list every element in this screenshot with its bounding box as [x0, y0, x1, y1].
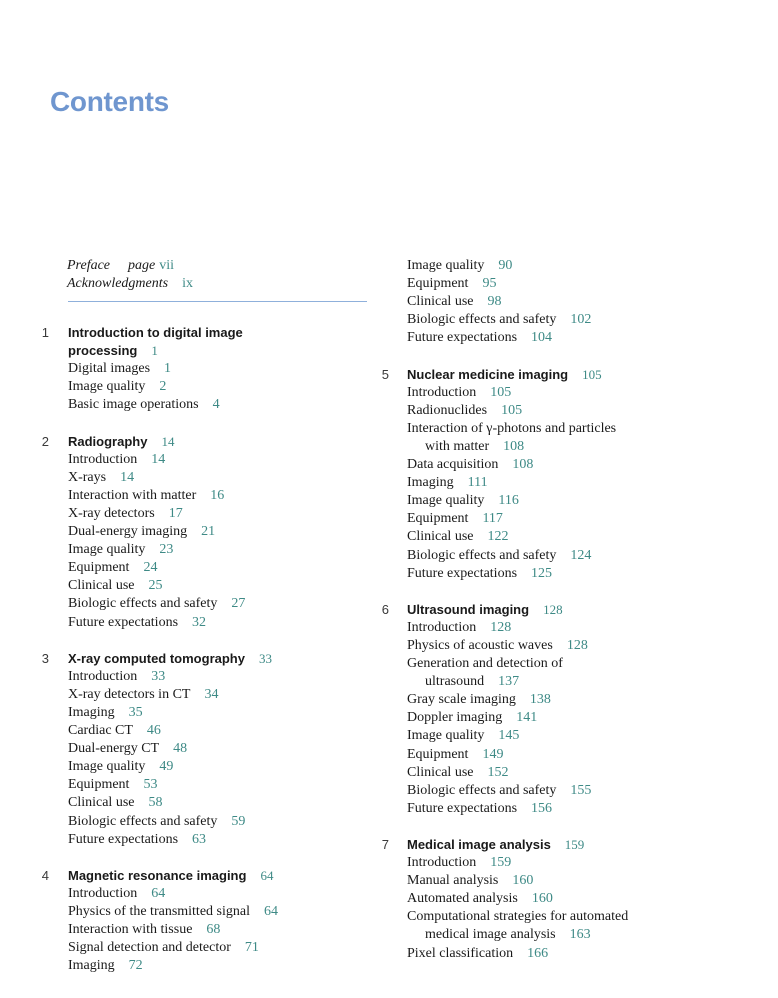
section-entry[interactable] — [407, 293, 502, 311]
section-title: Biologic effects and safety — [407, 548, 557, 563]
chapter-number: 6 — [381, 602, 389, 617]
section-entry[interactable] — [68, 559, 157, 577]
section-entry[interactable] — [68, 378, 166, 396]
page-number: 159 — [490, 855, 512, 870]
section-title: Image quality — [407, 258, 485, 273]
chapter-title-5[interactable] — [407, 366, 602, 384]
section-entry[interactable] — [407, 908, 628, 926]
page-number: 108 — [503, 439, 525, 454]
page-number: 124 — [570, 548, 592, 563]
page-number: 1 — [164, 361, 172, 376]
section-title: Generation and detection of — [407, 656, 563, 671]
section-entry[interactable] — [68, 541, 173, 559]
section-title: Image quality — [407, 728, 485, 743]
chapter-number: 2 — [41, 434, 49, 449]
page-number: 141 — [516, 710, 538, 725]
page-number: 159 — [564, 837, 585, 852]
section-title: X-rays — [68, 470, 107, 485]
page-number: 104 — [531, 330, 553, 345]
section-title: Clinical use — [68, 578, 135, 593]
page-number: 95 — [482, 276, 497, 291]
section-entry[interactable] — [407, 420, 616, 438]
section-entry[interactable] — [407, 782, 591, 800]
section-entry[interactable] — [425, 673, 519, 691]
chapter-number: 1 — [41, 325, 49, 340]
page-number: 48 — [173, 741, 188, 756]
section-title: Introduction — [68, 669, 138, 684]
chapter-title-text: Magnetic resonance imaging — [68, 868, 247, 883]
section-entry[interactable] — [68, 921, 220, 939]
page-number: 71 — [244, 940, 259, 955]
page-number: ix — [182, 276, 193, 291]
page-number: 117 — [482, 511, 503, 526]
page-number: 25 — [148, 578, 163, 593]
page-number: 21 — [201, 524, 216, 539]
page-number: 102 — [570, 312, 592, 327]
chapter-title-7[interactable] — [407, 836, 584, 854]
page-number: 72 — [128, 958, 143, 973]
chapter-title-text: Medical image analysis — [407, 837, 551, 852]
section-title: Signal detection and detector — [68, 940, 231, 955]
page-number: 17 — [168, 506, 183, 521]
page-number: 160 — [512, 873, 534, 888]
section-title: Dual-energy imaging — [68, 524, 188, 539]
chapter-title-text: processing — [68, 343, 138, 358]
chapter-title-text: Ultrasound imaging — [407, 602, 530, 617]
section-entry[interactable] — [407, 619, 511, 637]
chapter-title-1[interactable] — [68, 342, 158, 360]
section-entry[interactable] — [407, 528, 509, 546]
section-title: Basic image operations — [68, 397, 199, 412]
chapter-title-3[interactable] — [68, 650, 272, 668]
section-title: Manual analysis — [407, 873, 499, 888]
page-number: 34 — [204, 687, 219, 702]
page-number: 14 — [161, 434, 175, 449]
page-number: 138 — [529, 692, 551, 707]
page-number: 155 — [570, 783, 592, 798]
section-title: with matter — [425, 439, 490, 454]
section-title: Equipment — [407, 276, 469, 291]
page-number: 14 — [151, 452, 166, 467]
page-word: page — [128, 258, 156, 273]
section-entry[interactable] — [407, 329, 552, 347]
page-number: 4 — [212, 397, 220, 412]
chapter-number: 7 — [381, 837, 389, 852]
section-title: Introduction — [407, 620, 477, 635]
section-title: Introduction — [68, 886, 138, 901]
section-entry[interactable] — [68, 595, 245, 613]
page-number: 122 — [487, 529, 509, 544]
section-entry[interactable] — [68, 776, 157, 794]
page-number: 1 — [151, 343, 158, 358]
section-entry[interactable] — [407, 275, 496, 293]
page-number: 145 — [498, 728, 520, 743]
section-title: Cardiac CT — [68, 723, 133, 738]
section-title: Future expectations — [68, 615, 179, 630]
toc-frontmatter-acknowledgments[interactable] — [67, 275, 193, 293]
chapter-number: 5 — [381, 367, 389, 382]
section-entry[interactable] — [68, 704, 143, 722]
section-entry[interactable] — [407, 384, 511, 402]
page-number: 14 — [120, 470, 135, 485]
section-title: Future expectations — [407, 801, 518, 816]
section-entry[interactable] — [407, 257, 512, 275]
page-number: 23 — [159, 542, 174, 557]
section-title: ultrasound — [425, 674, 485, 689]
page-number: 105 — [501, 403, 523, 418]
page-number: 58 — [148, 795, 163, 810]
section-entry[interactable] — [407, 547, 591, 565]
section-title: Interaction of γ-photons and particles — [407, 421, 617, 436]
section-entry[interactable] — [68, 831, 206, 849]
section-entry[interactable] — [68, 614, 206, 632]
section-title: Interaction with matter — [68, 488, 197, 503]
section-entry[interactable] — [407, 890, 553, 908]
section-title: Physics of acoustic waves — [407, 638, 553, 653]
page-number: 16 — [210, 488, 225, 503]
page-number: 2 — [159, 379, 167, 394]
section-title: Imaging — [68, 958, 115, 973]
chapter-number: 4 — [41, 868, 49, 883]
section-entry[interactable] — [407, 945, 548, 963]
page-number: 149 — [482, 747, 504, 762]
section-title: Radionuclides — [407, 403, 488, 418]
section-entry[interactable] — [68, 740, 187, 758]
chapter-title-1[interactable] — [68, 324, 243, 342]
section-entry[interactable] — [68, 957, 143, 975]
page-number: 32 — [192, 615, 207, 630]
section-title: Automated analysis — [407, 891, 518, 906]
section-title: Imaging — [407, 475, 454, 490]
section-title: Future expectations — [407, 330, 518, 345]
section-entry[interactable] — [68, 469, 134, 487]
section-title: Clinical use — [407, 294, 474, 309]
section-title: Biologic effects and safety — [68, 596, 218, 611]
front-matter-divider — [68, 301, 367, 302]
section-entry[interactable] — [407, 402, 522, 420]
page-number: 64 — [260, 868, 274, 883]
section-entry[interactable] — [68, 577, 163, 595]
page-number: 105 — [490, 385, 512, 400]
section-title: Biologic effects and safety — [407, 312, 557, 327]
page-number: 33 — [258, 651, 272, 666]
section-title: Introduction — [407, 855, 477, 870]
section-title: Clinical use — [407, 765, 474, 780]
frontmatter-label: Preface — [67, 258, 111, 273]
section-entry[interactable] — [68, 505, 183, 523]
section-entry[interactable] — [68, 360, 171, 378]
page-number: 105 — [582, 367, 602, 382]
section-title: Imaging — [68, 705, 115, 720]
section-title: Equipment — [68, 560, 130, 575]
section-title: Dual-energy CT — [68, 741, 160, 756]
page-number: 68 — [206, 922, 221, 937]
section-entry[interactable] — [407, 492, 519, 510]
page-number: vii — [159, 258, 175, 273]
page-number: 24 — [143, 560, 158, 575]
section-entry[interactable] — [68, 686, 218, 704]
section-title: Introduction — [68, 452, 138, 467]
section-title: Equipment — [407, 511, 469, 526]
section-entry[interactable] — [407, 854, 511, 872]
section-entry[interactable] — [68, 758, 173, 776]
section-title: Biologic effects and safety — [68, 814, 218, 829]
section-entry[interactable] — [425, 926, 591, 944]
section-entry[interactable] — [68, 939, 259, 957]
section-entry[interactable] — [68, 523, 215, 541]
page-number: 59 — [231, 814, 246, 829]
section-title: Introduction — [407, 385, 477, 400]
section-title: Clinical use — [407, 529, 474, 544]
section-title: Equipment — [407, 747, 469, 762]
page-title: Contents — [50, 86, 169, 117]
section-title: X-ray detectors — [68, 506, 155, 521]
section-title: Equipment — [68, 777, 130, 792]
page-number: 64 — [263, 904, 278, 919]
page-number: 108 — [512, 457, 534, 472]
page-number: 128 — [543, 602, 563, 617]
section-entry[interactable] — [407, 637, 588, 655]
section-title: Image quality — [68, 759, 146, 774]
section-entry[interactable] — [407, 800, 552, 818]
section-title: Data acquisition — [407, 457, 499, 472]
section-title: Image quality — [68, 542, 146, 557]
section-entry[interactable] — [68, 451, 165, 469]
chapter-title-6[interactable] — [407, 601, 563, 619]
section-entry[interactable] — [407, 565, 552, 583]
section-title: Digital images — [68, 361, 151, 376]
page-number: 90 — [498, 258, 513, 273]
section-entry[interactable] — [407, 709, 537, 727]
page-number: 49 — [159, 759, 174, 774]
page-number: 63 — [192, 832, 207, 847]
section-entry[interactable] — [407, 655, 563, 673]
section-entry[interactable] — [425, 438, 524, 456]
section-entry[interactable] — [407, 727, 519, 745]
page-number: 128 — [566, 638, 588, 653]
section-entry[interactable] — [68, 487, 224, 505]
chapter-number: 3 — [41, 651, 49, 666]
section-title: Future expectations — [68, 832, 179, 847]
section-title: Future expectations — [407, 566, 518, 581]
section-entry[interactable] — [407, 764, 509, 782]
section-entry[interactable] — [68, 668, 165, 686]
section-title: Clinical use — [68, 795, 135, 810]
chapter-title-text: Radiography — [68, 434, 148, 449]
page-number: 125 — [531, 566, 553, 581]
chapter-title-text: Nuclear medicine imaging — [407, 367, 569, 382]
section-title: Image quality — [68, 379, 146, 394]
page-number: 128 — [490, 620, 512, 635]
section-title: Image quality — [407, 493, 485, 508]
section-title: Computational strategies for automated — [407, 909, 629, 924]
section-title: Gray scale imaging — [407, 692, 516, 707]
page-number: 111 — [467, 475, 488, 490]
page-number: 166 — [527, 946, 549, 961]
chapter-title-text: X-ray computed tomography — [68, 651, 245, 666]
chapter-title-text: Introduction to digital image — [68, 325, 243, 340]
section-title: X-ray detectors in CT — [68, 687, 191, 702]
chapter-title-2[interactable] — [68, 433, 174, 451]
section-entry[interactable] — [68, 903, 278, 921]
section-title: medical image analysis — [425, 927, 556, 942]
section-title: Pixel classification — [407, 946, 514, 961]
section-entry[interactable] — [407, 510, 503, 528]
section-title: Doppler imaging — [407, 710, 503, 725]
chapter-title-4[interactable] — [68, 867, 273, 885]
page-number: 156 — [531, 801, 553, 816]
page-number: 27 — [231, 596, 246, 611]
page-number: 35 — [128, 705, 143, 720]
section-entry[interactable] — [68, 794, 163, 812]
section-entry[interactable] — [68, 813, 245, 831]
frontmatter-label: Acknowledgments — [67, 276, 169, 291]
page-number: 160 — [531, 891, 553, 906]
section-entry[interactable] — [407, 456, 533, 474]
page-number: 116 — [498, 493, 519, 508]
section-title: Interaction with tissue — [68, 922, 193, 937]
section-entry[interactable] — [407, 311, 591, 329]
section-title: Biologic effects and safety — [407, 783, 557, 798]
section-entry[interactable] — [68, 722, 161, 740]
page-number: 163 — [569, 927, 591, 942]
section-entry[interactable] — [68, 396, 220, 414]
section-title: Physics of the transmitted signal — [68, 904, 250, 919]
page-number: 64 — [151, 886, 166, 901]
section-entry[interactable] — [407, 746, 503, 764]
page-number: 53 — [143, 777, 158, 792]
section-entry[interactable] — [407, 872, 533, 890]
page-number: 46 — [146, 723, 161, 738]
page-number: 152 — [487, 765, 509, 780]
page-number: 137 — [498, 674, 520, 689]
toc-frontmatter-preface[interactable] — [67, 257, 174, 275]
page-number: 98 — [487, 294, 502, 309]
section-entry[interactable] — [68, 885, 165, 903]
page-number: 33 — [151, 669, 166, 684]
section-entry[interactable] — [407, 474, 488, 492]
section-entry[interactable] — [407, 691, 551, 709]
